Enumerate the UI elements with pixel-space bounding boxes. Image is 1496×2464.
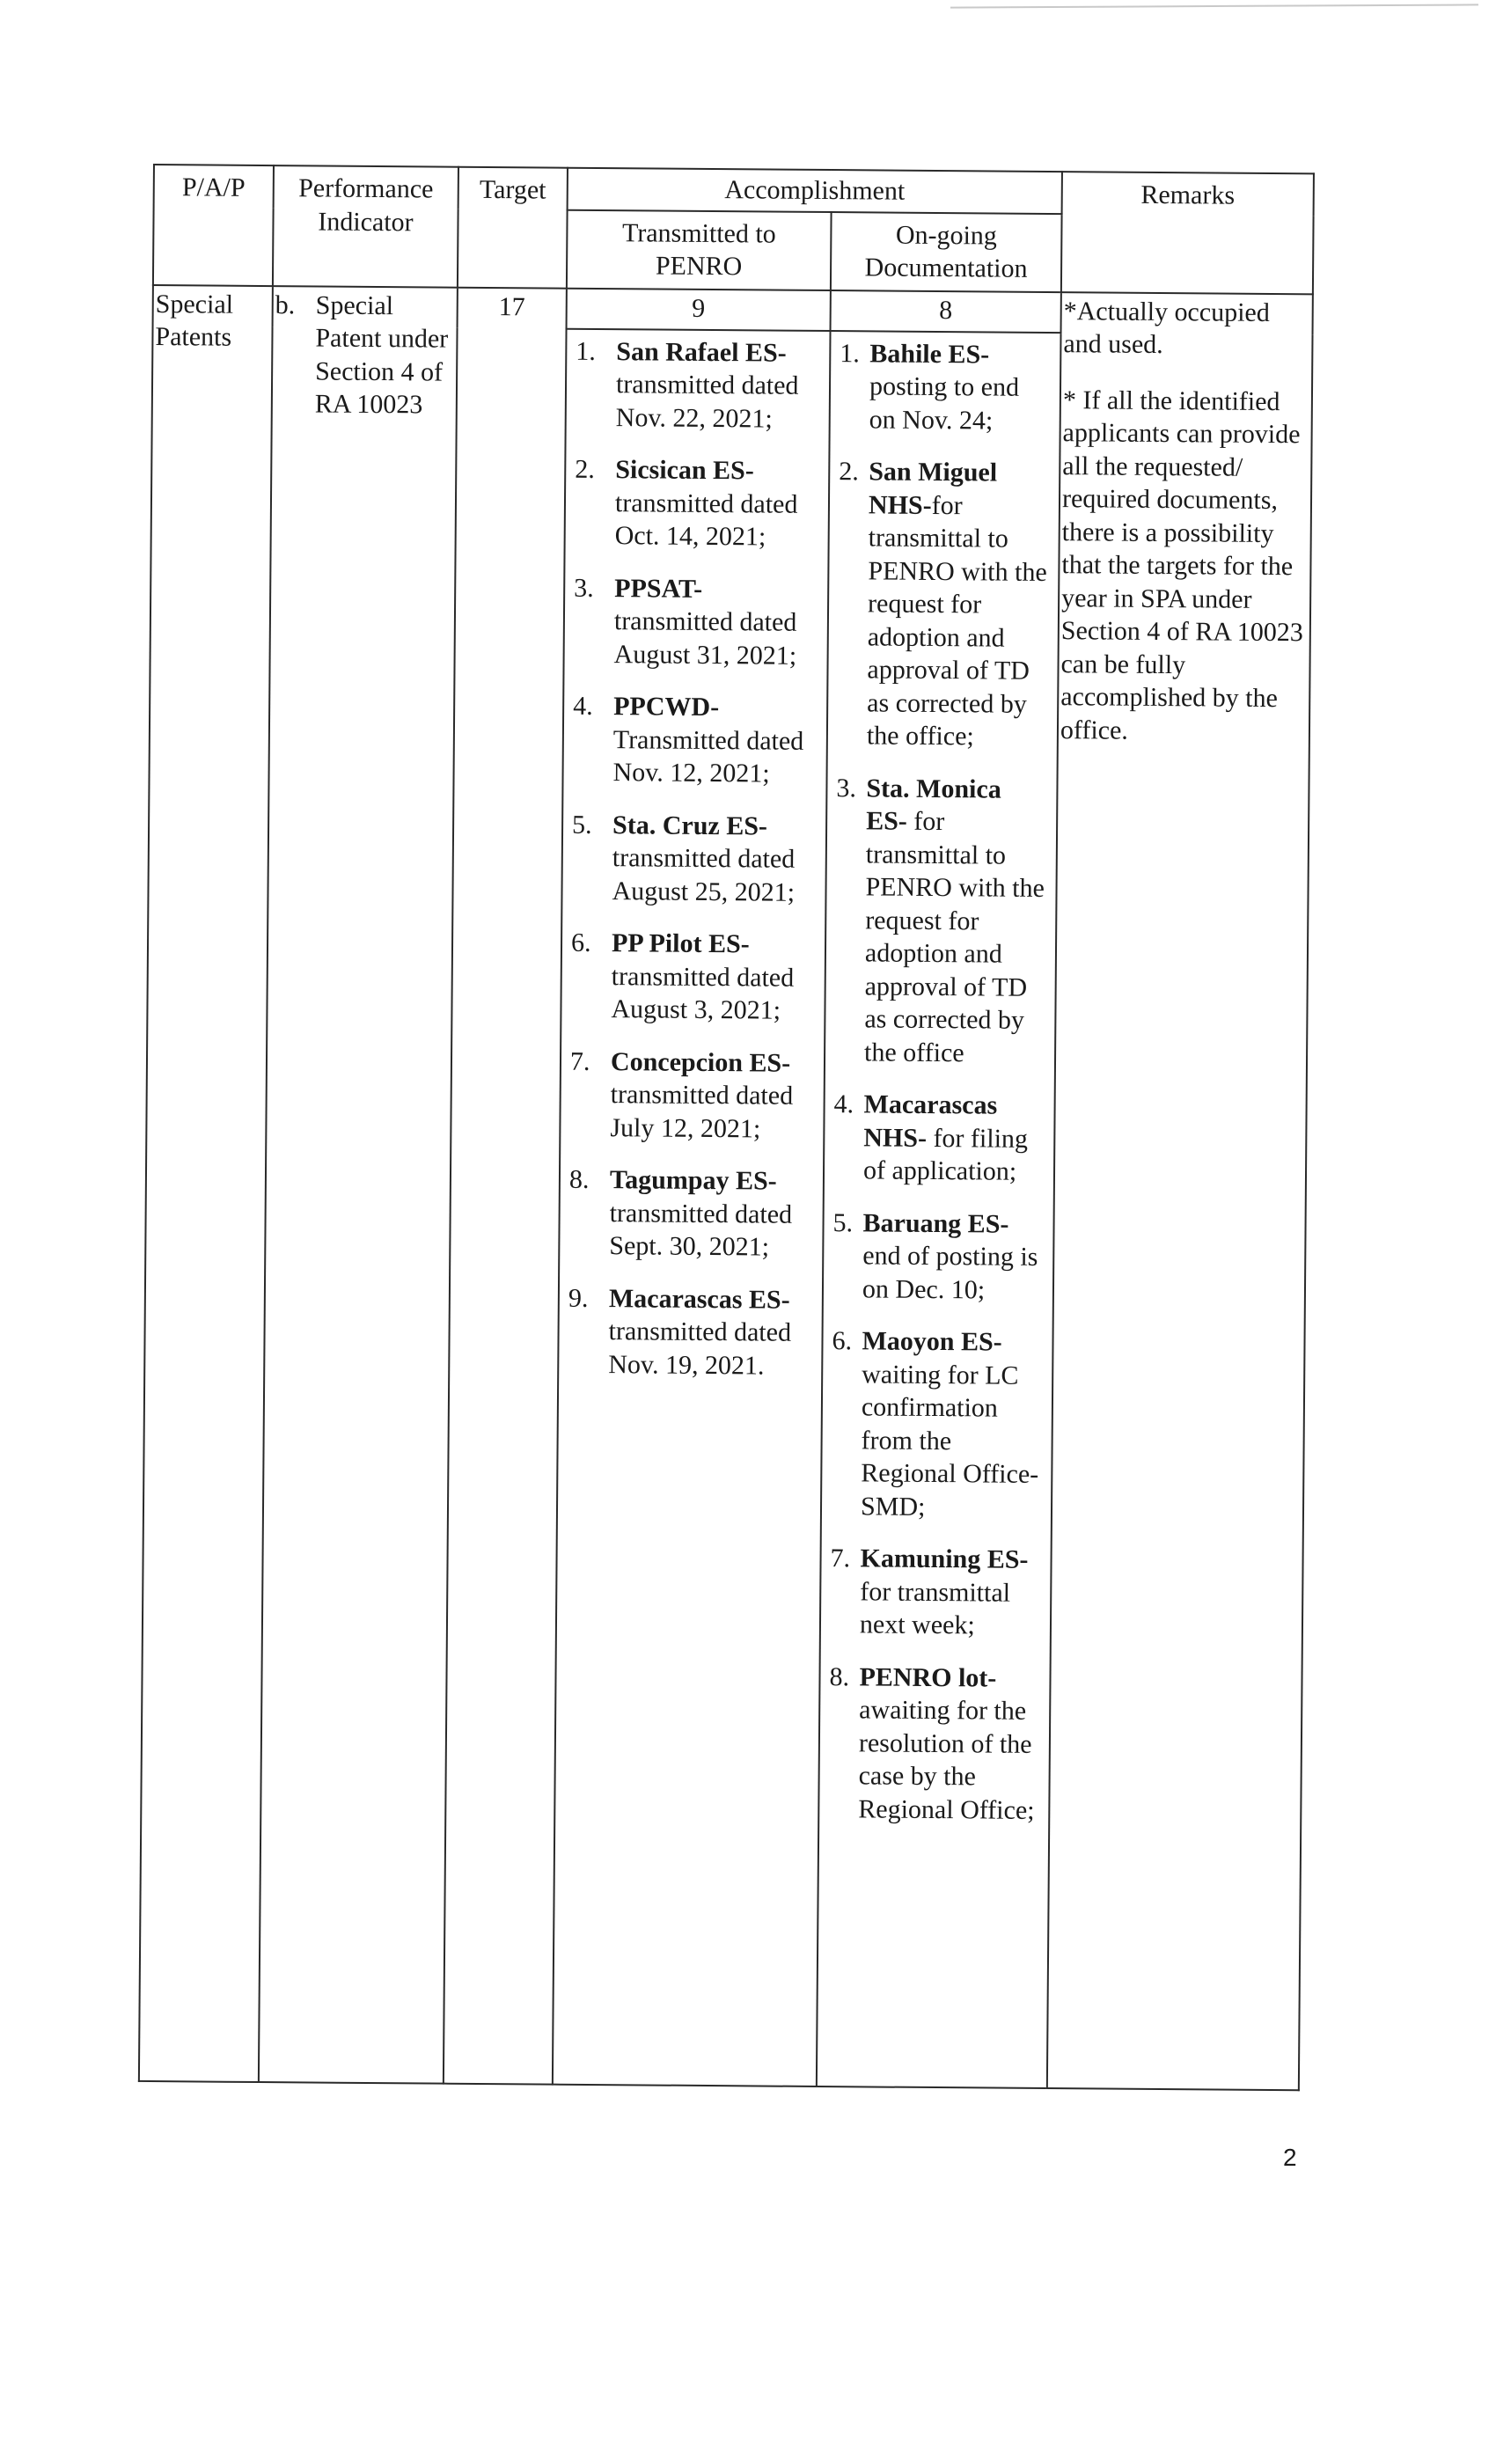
ongoing-item-number: 7. (830, 1544, 851, 1573)
transmitted-item-detail: transmitted dated Sept. 30, 2021; (609, 1198, 793, 1262)
transmitted-item-detail: transmitted dated August 25, 2021; (612, 843, 796, 907)
transmitted-item-site-name: PPSAT- (614, 573, 703, 604)
transmitted-item (568, 1163, 814, 1265)
ongoing-item-number: 6. (832, 1326, 853, 1356)
ongoing-item-text (863, 1088, 1045, 1188)
ongoing-item (837, 455, 1051, 753)
transmitted-item-site-name: San Rafael ES- (616, 336, 787, 368)
indicator-text: Special Patent under Section 4 of RA 10023 (314, 290, 449, 420)
ongoing-item-site-name: Bahile ES- (869, 338, 990, 369)
transmitted-item-number: 5. (571, 810, 592, 840)
ongoing-list (828, 337, 1051, 1827)
transmitted-item-site-name: Tagumpay ES- (609, 1165, 777, 1196)
ongoing-item-number: 3. (836, 773, 857, 803)
ongoing-item (830, 1542, 1042, 1642)
scan-artifact-line (950, 4, 1478, 8)
ongoing-item-detail: for transmittal next week; (859, 1576, 1011, 1640)
ongoing-item-text (862, 1206, 1045, 1307)
transmitted-item-text (615, 453, 820, 554)
transmitted-item (569, 1045, 815, 1146)
accomplishment-table (138, 164, 1315, 2091)
transmitted-item (572, 690, 818, 791)
ongoing-item (832, 1206, 1045, 1307)
indicator-cell (259, 286, 458, 2084)
header-performance-indicator: Performance Indicator (273, 165, 458, 287)
transmitted-item-number: 7. (569, 1046, 590, 1076)
ongoing-item-site-name: Macarascas NHS- (863, 1089, 998, 1153)
transmitted-item-number: 2. (575, 454, 595, 484)
header-remarks: Remarks (1061, 172, 1314, 294)
transmitted-item-number: 1. (576, 336, 596, 366)
transmitted-item-detail: transmitted dated August 3, 2021; (611, 961, 795, 1025)
transmitted-item (571, 808, 817, 909)
header-pap: P/A/P (153, 165, 274, 286)
ongoing-item-site-name: San Miguel NHS- (868, 457, 998, 520)
transmitted-item-detail: transmitted dated August 31, 2021; (613, 606, 797, 671)
header-target: Target (458, 167, 568, 288)
transmitted-item-detail: transmitted dated Nov. 22, 2021; (615, 370, 799, 434)
transmitted-item (573, 571, 818, 672)
transmitted-item (576, 334, 821, 436)
transmitted-item-text (612, 690, 818, 790)
ongoing-item (828, 1661, 1040, 1827)
ongoing-item-detail: for transmittal to PENRO with the request for adoption and approval of TD as corrected by the office; (866, 490, 1047, 752)
page-number: 2 (1283, 2144, 1297, 2171)
remark-1: *Actually occupied and used. (1063, 296, 1270, 360)
ongoing-item-number: 4. (833, 1089, 854, 1119)
transmitted-item-site-name: Sta. Cruz ES- (612, 810, 768, 841)
transmitted-item (568, 1281, 813, 1382)
transmitted-item-site-name: Macarascas ES- (608, 1283, 790, 1315)
transmitted-item (570, 927, 816, 1028)
transmitted-item-number: 4. (573, 691, 593, 721)
ongoing-item-detail: end of posting is on Dec. 10; (862, 1241, 1038, 1304)
ongoing-item-text (860, 1542, 1042, 1642)
transmitted-item-site-name: PPCWD- (613, 692, 720, 722)
ongoing-item-detail: awaiting for the resolution of the case by the Regional Office; (858, 1695, 1035, 1825)
ongoing-item-number: 8. (829, 1661, 850, 1691)
ongoing-item-site-name: Maoyon ES- (862, 1326, 1002, 1357)
transmitted-item-site-name: Sicsican ES- (615, 455, 754, 486)
indicator-letter: b. (275, 290, 296, 319)
ongoing-item-text (861, 1324, 1044, 1524)
ongoing-item-detail: for transmittal to PENRO with the request for adoption and approval of TD as corrected by the office (863, 806, 1045, 1067)
transmitted-count: 9 (567, 288, 831, 330)
ongoing-item-number: 5. (832, 1207, 854, 1237)
accomplishment-table-wrapper (138, 164, 1313, 2091)
transmitted-item-text (616, 335, 821, 436)
ongoing-item (840, 337, 1052, 437)
header-row (154, 165, 1314, 216)
transmitted-item-number: 8. (568, 1164, 590, 1194)
transmitted-item-text (611, 927, 816, 1027)
remark-2: * If all the identified applicants can provide all the requested/ required documents, there is a possibility that the targets for the year in SPA under Section 4 of RA 10023 can be fully accomplished by the office. (1060, 385, 1303, 745)
transmitted-item-text (613, 572, 818, 672)
transmitted-item-text (609, 1163, 814, 1264)
ongoing-item (831, 1324, 1044, 1524)
header-transmitted-to-penro: Transmitted to PENRO (567, 209, 832, 290)
ongoing-item-text (869, 337, 1052, 437)
ongoing-item-site-name: PENRO lot- (859, 1661, 997, 1693)
ongoing-item (833, 1088, 1045, 1188)
transmitted-item-number: 3. (574, 573, 594, 603)
transmitted-item-detail: Transmitted dated Nov. 12, 2021; (612, 724, 804, 788)
ongoing-item-site-name: Sta. Monica ES- (866, 773, 1001, 836)
transmitted-item-text (612, 809, 817, 909)
ongoing-item-text (867, 455, 1051, 753)
transmitted-item-number: 9. (568, 1283, 589, 1313)
transmitted-item-detail: transmitted dated Nov. 19, 2021. (608, 1316, 792, 1380)
transmitted-item (575, 453, 820, 554)
ongoing-item-number: 1. (840, 338, 860, 368)
transmitted-item-site-name: PP Pilot ES- (611, 928, 750, 959)
transmitted-item-site-name: Concepcion ES- (610, 1046, 791, 1078)
pap-cell: Special Patents (139, 285, 273, 2083)
transmitted-item-detail: transmitted dated July 12, 2021; (610, 1080, 794, 1143)
header-accomplishment: Accomplishment (568, 168, 1062, 214)
transmitted-item-number: 6. (570, 928, 591, 957)
ongoing-item-text (864, 772, 1048, 1070)
ongoing-item-detail: posting to end on Nov. 24; (869, 371, 1020, 436)
transmitted-item-text (610, 1045, 815, 1146)
ongoing-item (834, 772, 1048, 1070)
ongoing-item-detail: waiting for LC confirmation from the Regional Office-SMD; (860, 1359, 1039, 1522)
ongoing-item-site-name: Baruang ES- (862, 1207, 1009, 1239)
transmitted-item-text (608, 1282, 813, 1382)
ongoing-item-text (858, 1661, 1040, 1827)
transmitted-item-detail: transmitted dated Oct. 14, 2021; (614, 488, 798, 552)
header-ongoing-documentation: On-going Documentation (831, 212, 1062, 292)
transmitted-list-cell (553, 328, 831, 2086)
ongoing-item-site-name: Kamuning ES- (860, 1544, 1029, 1574)
transmitted-list (568, 334, 820, 1382)
ongoing-item-number: 2. (839, 457, 859, 487)
target-cell: 17 (444, 287, 567, 2084)
ongoing-item-detail: for filing of application; (862, 1123, 1029, 1186)
count-row (153, 285, 1313, 334)
ongoing-count: 8 (831, 290, 1061, 333)
remarks-cell (1047, 292, 1313, 2091)
ongoing-list-cell (817, 331, 1061, 2088)
